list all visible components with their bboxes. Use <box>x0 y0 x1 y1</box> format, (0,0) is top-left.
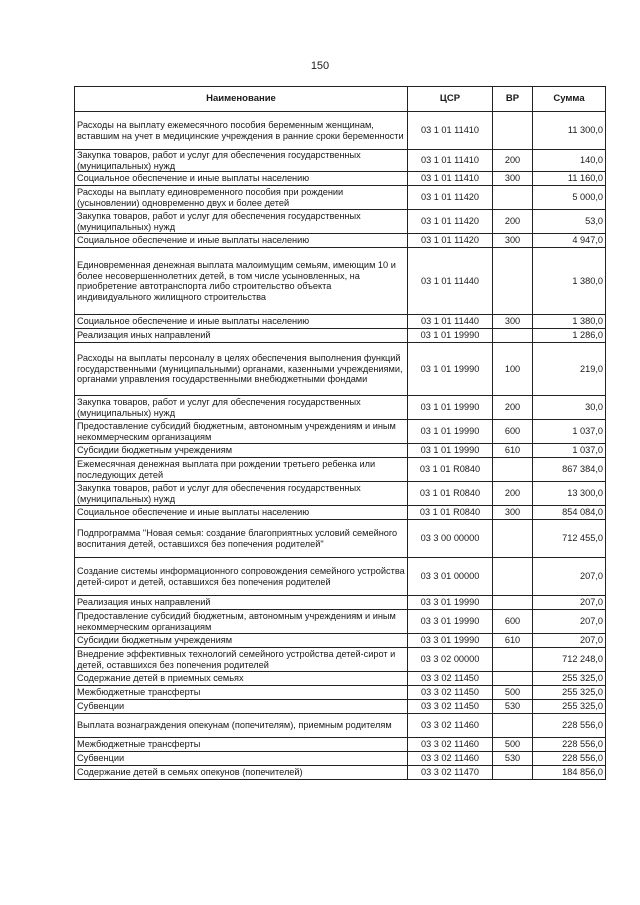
cell-csr: 03 1 01 11420 <box>408 186 493 210</box>
cell-vr <box>493 520 533 558</box>
cell-vr: 500 <box>493 738 533 752</box>
cell-vr <box>493 596 533 610</box>
cell-name: Подпрограмма "Новая семья: создание благоприятных условий семейного воспитания детей, оставшихся без попечения родителей" <box>75 520 408 558</box>
cell-vr: 530 <box>493 752 533 766</box>
cell-vr: 200 <box>493 482 533 506</box>
cell-vr: 100 <box>493 343 533 396</box>
cell-name: Межбюджетные трансферты <box>75 738 408 752</box>
cell-csr: 03 1 01 11420 <box>408 234 493 248</box>
cell-csr: 03 1 01 19990 <box>408 396 493 420</box>
cell-sum: 228 556,0 <box>533 738 606 752</box>
cell-csr: 03 3 02 11460 <box>408 738 493 752</box>
cell-name: Реализация иных направлений <box>75 329 408 343</box>
cell-csr: 03 1 01 19990 <box>408 343 493 396</box>
table-row <box>75 506 606 520</box>
cell-csr: 03 1 01 11410 <box>408 172 493 186</box>
cell-vr <box>493 648 533 672</box>
budget-table <box>74 86 606 780</box>
cell-csr: 03 1 01 11440 <box>408 315 493 329</box>
cell-csr: 03 3 01 19990 <box>408 610 493 634</box>
cell-csr: 03 1 01 19990 <box>408 420 493 444</box>
cell-sum: 1 380,0 <box>533 248 606 315</box>
cell-vr: 300 <box>493 315 533 329</box>
table-row <box>75 700 606 714</box>
cell-csr: 03 1 01 11420 <box>408 210 493 234</box>
cell-sum: 140,0 <box>533 150 606 172</box>
table-row <box>75 343 606 396</box>
cell-vr: 500 <box>493 686 533 700</box>
cell-sum: 207,0 <box>533 596 606 610</box>
cell-sum: 5 000,0 <box>533 186 606 210</box>
table-row <box>75 420 606 444</box>
cell-csr: 03 3 01 00000 <box>408 558 493 596</box>
cell-csr: 03 3 01 19990 <box>408 634 493 648</box>
cell-csr: 03 1 01 R0840 <box>408 506 493 520</box>
cell-csr: 03 3 02 11450 <box>408 672 493 686</box>
cell-vr: 530 <box>493 700 533 714</box>
table-header-row <box>75 87 606 112</box>
cell-sum: 867 384,0 <box>533 458 606 482</box>
cell-name: Субсидии бюджетным учреждениям <box>75 634 408 648</box>
cell-sum: 53,0 <box>533 210 606 234</box>
table-row <box>75 150 606 172</box>
cell-vr: 610 <box>493 634 533 648</box>
table-row <box>75 596 606 610</box>
cell-sum: 255 325,0 <box>533 686 606 700</box>
cell-name: Содержание детей в приемных семьях <box>75 672 408 686</box>
cell-vr <box>493 112 533 150</box>
cell-sum: 712 248,0 <box>533 648 606 672</box>
table-row <box>75 444 606 458</box>
cell-csr: 03 3 00 00000 <box>408 520 493 558</box>
cell-vr <box>493 329 533 343</box>
cell-name: Закупка товаров, работ и услуг для обеспечения государственных (муниципальных) нужд <box>75 210 408 234</box>
cell-name: Единовременная денежная выплата малоимущим семьям, имеющим 10 и более несовершеннолетних детей, в том числе усыновленных, на приобретение автотранспорта либо строительство объекта индивидуального жилищного строительства <box>75 248 408 315</box>
cell-name: Социальное обеспечение и иные выплаты населению <box>75 315 408 329</box>
cell-sum: 30,0 <box>533 396 606 420</box>
cell-name: Реализация иных направлений <box>75 596 408 610</box>
cell-name: Социальное обеспечение и иные выплаты населению <box>75 234 408 248</box>
cell-csr: 03 1 01 11410 <box>408 112 493 150</box>
cell-vr: 200 <box>493 150 533 172</box>
table-row <box>75 482 606 506</box>
cell-vr <box>493 672 533 686</box>
cell-sum: 255 325,0 <box>533 672 606 686</box>
cell-name: Внедрение эффективных технологий семейного устройства детей-сирот и детей, оставшихся без попечения родителей <box>75 648 408 672</box>
cell-vr: 200 <box>493 210 533 234</box>
page-number: 150 <box>310 60 330 72</box>
cell-csr: 03 3 01 19990 <box>408 596 493 610</box>
cell-name: Выплата вознаграждения опекунам (попечителям), приемным родителям <box>75 714 408 738</box>
cell-name: Предоставление субсидий бюджетным, автономным учреждениям и иным некоммерческим организациям <box>75 420 408 444</box>
cell-sum: 228 556,0 <box>533 714 606 738</box>
table-row <box>75 396 606 420</box>
cell-vr <box>493 248 533 315</box>
cell-name: Расходы на выплаты персоналу в целях обеспечения выполнения функций государственными (муниципальными) органами, казенными учреждениями, органами управления государственными внебюджетными фондами <box>75 343 408 396</box>
table-row <box>75 172 606 186</box>
table-row <box>75 186 606 210</box>
cell-csr: 03 3 02 11450 <box>408 686 493 700</box>
table-row <box>75 329 606 343</box>
cell-sum: 854 084,0 <box>533 506 606 520</box>
header-csr: ЦСР <box>408 87 493 112</box>
table-body <box>75 112 606 780</box>
header-name: Наименование <box>75 87 408 112</box>
cell-sum: 11 300,0 <box>533 112 606 150</box>
cell-csr: 03 3 02 00000 <box>408 648 493 672</box>
cell-sum: 1 380,0 <box>533 315 606 329</box>
table-row <box>75 634 606 648</box>
table-row <box>75 738 606 752</box>
cell-vr <box>493 766 533 780</box>
cell-name: Закупка товаров, работ и услуг для обеспечения государственных (муниципальных) нужд <box>75 150 408 172</box>
cell-csr: 03 3 02 11450 <box>408 700 493 714</box>
cell-sum: 1 037,0 <box>533 444 606 458</box>
cell-vr: 600 <box>493 610 533 634</box>
cell-sum: 1 286,0 <box>533 329 606 343</box>
cell-vr: 600 <box>493 420 533 444</box>
cell-vr: 610 <box>493 444 533 458</box>
cell-vr <box>493 186 533 210</box>
cell-sum: 207,0 <box>533 634 606 648</box>
cell-name: Расходы на выплату единовременного пособия при рождении (усыновлении) одновременно двух и более детей <box>75 186 408 210</box>
cell-sum: 712 455,0 <box>533 520 606 558</box>
table-row <box>75 648 606 672</box>
cell-name: Закупка товаров, работ и услуг для обеспечения государственных (муниципальных) нужд <box>75 482 408 506</box>
cell-name: Межбюджетные трансферты <box>75 686 408 700</box>
cell-name: Предоставление субсидий бюджетным, автономным учреждениям и иным некоммерческим организациям <box>75 610 408 634</box>
table-row <box>75 458 606 482</box>
cell-sum: 207,0 <box>533 610 606 634</box>
cell-sum: 13 300,0 <box>533 482 606 506</box>
cell-name: Социальное обеспечение и иные выплаты населению <box>75 172 408 186</box>
cell-vr: 300 <box>493 172 533 186</box>
header-sum: Сумма <box>533 87 606 112</box>
cell-csr: 03 1 01 11440 <box>408 248 493 315</box>
table-row <box>75 558 606 596</box>
cell-name: Закупка товаров, работ и услуг для обеспечения государственных (муниципальных) нужд <box>75 396 408 420</box>
cell-csr: 03 3 02 11460 <box>408 714 493 738</box>
table-row <box>75 248 606 315</box>
cell-sum: 207,0 <box>533 558 606 596</box>
cell-csr: 03 1 01 19990 <box>408 444 493 458</box>
cell-sum: 4 947,0 <box>533 234 606 248</box>
cell-vr <box>493 458 533 482</box>
cell-vr <box>493 558 533 596</box>
table-row <box>75 234 606 248</box>
cell-csr: 03 1 01 R0840 <box>408 482 493 506</box>
cell-sum: 11 160,0 <box>533 172 606 186</box>
cell-sum: 1 037,0 <box>533 420 606 444</box>
cell-vr: 300 <box>493 506 533 520</box>
cell-name: Субвенции <box>75 700 408 714</box>
cell-name: Расходы на выплату ежемесячного пособия беременным женщинам, вставшим на учет в медицинские учреждения в ранние сроки беременности <box>75 112 408 150</box>
table-row <box>75 752 606 766</box>
table-row <box>75 210 606 234</box>
cell-name: Ежемесячная денежная выплата при рождении третьего ребенка или последующих детей <box>75 458 408 482</box>
cell-vr <box>493 714 533 738</box>
table-row <box>75 112 606 150</box>
cell-name: Содержание детей в семьях опекунов (попечителей) <box>75 766 408 780</box>
cell-csr: 03 3 02 11470 <box>408 766 493 780</box>
table-row <box>75 686 606 700</box>
table-row <box>75 315 606 329</box>
cell-name: Создание системы информационного сопровождения семейного устройства детей-сирот и детей, оставшихся без попечения родителей <box>75 558 408 596</box>
cell-csr: 03 1 01 11410 <box>408 150 493 172</box>
cell-sum: 219,0 <box>533 343 606 396</box>
cell-csr: 03 1 01 R0840 <box>408 458 493 482</box>
cell-name: Субвенции <box>75 752 408 766</box>
table-row <box>75 714 606 738</box>
cell-csr: 03 3 02 11460 <box>408 752 493 766</box>
cell-vr: 300 <box>493 234 533 248</box>
cell-csr: 03 1 01 19990 <box>408 329 493 343</box>
cell-sum: 255 325,0 <box>533 700 606 714</box>
table-row <box>75 766 606 780</box>
table-row <box>75 520 606 558</box>
table-row <box>75 610 606 634</box>
cell-vr: 200 <box>493 396 533 420</box>
table-row <box>75 672 606 686</box>
cell-name: Социальное обеспечение и иные выплаты населению <box>75 506 408 520</box>
cell-sum: 184 856,0 <box>533 766 606 780</box>
cell-sum: 228 556,0 <box>533 752 606 766</box>
cell-name: Субсидии бюджетным учреждениям <box>75 444 408 458</box>
header-vr: ВР <box>493 87 533 112</box>
